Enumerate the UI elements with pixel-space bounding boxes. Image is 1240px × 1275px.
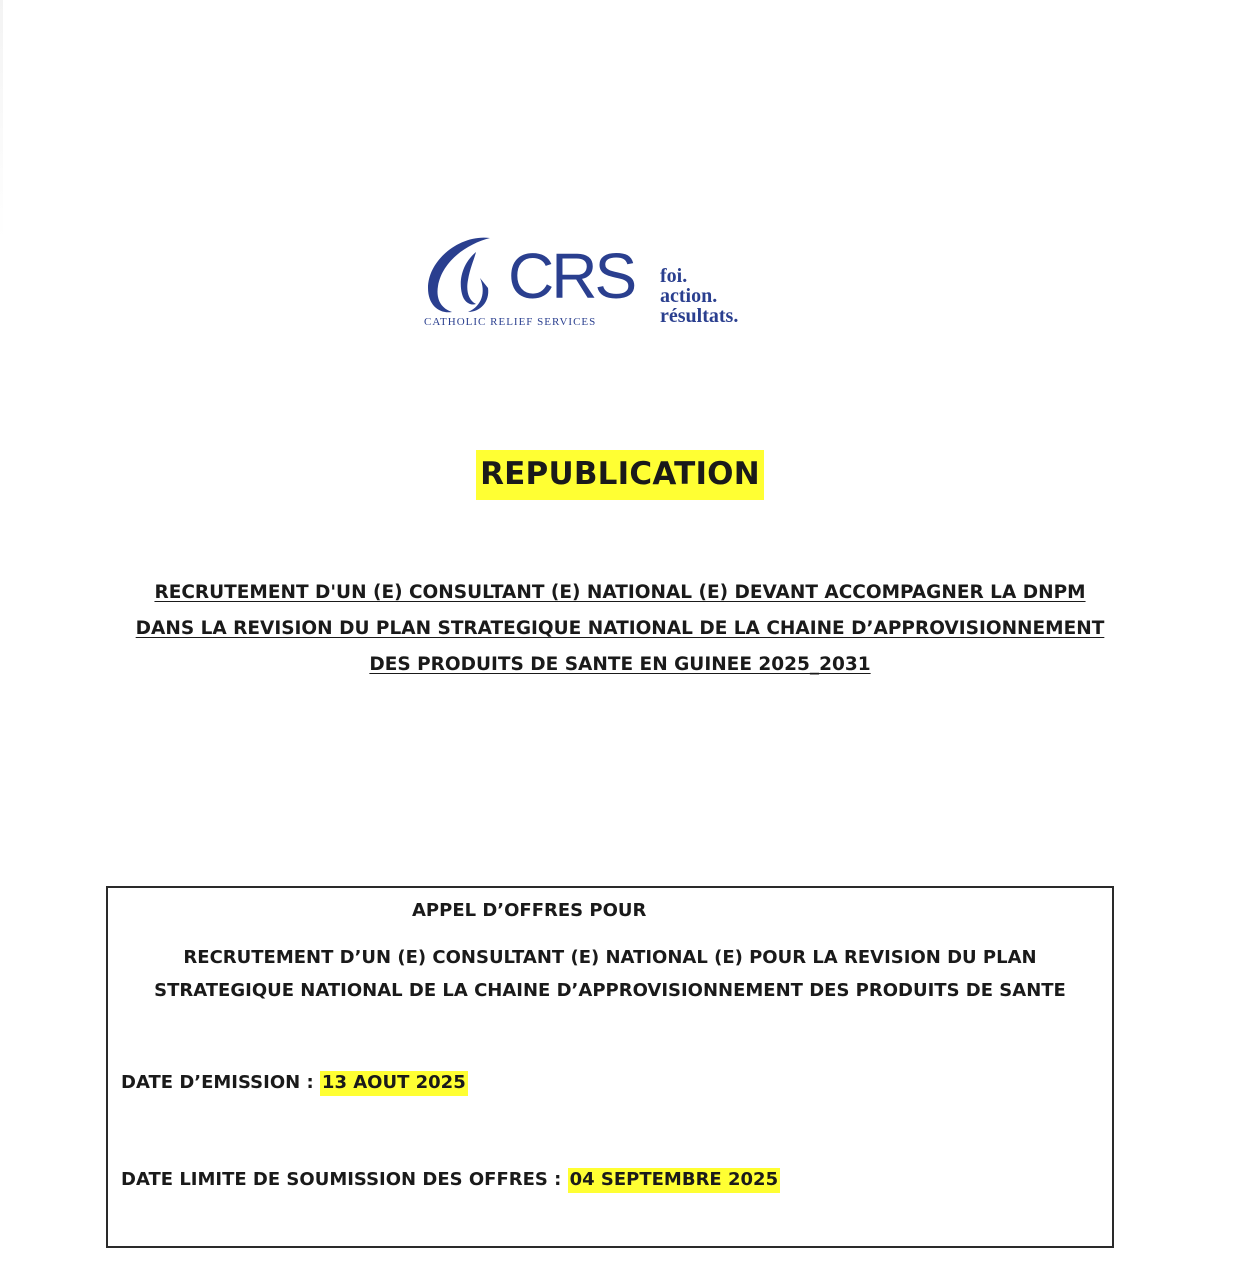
box-subject-line: STRATEGIQUE NATIONAL DE LA CHAINE D’APPROVISIONNEMENT DES PRODUITS DE SANTE xyxy=(154,980,1066,1001)
logo-organization-name: CATHOLIC RELIEF SERVICES xyxy=(424,316,597,328)
slogan-line: foi. xyxy=(660,265,688,287)
box-subject xyxy=(108,941,1112,1007)
emission-date-value: 13 AOUT 2025 xyxy=(320,1071,468,1096)
emission-date-label: DATE D’EMISSION : xyxy=(121,1072,320,1093)
tender-info-box xyxy=(106,886,1114,1248)
logo-acronym: CRS xyxy=(508,240,635,312)
box-subject-line: RECRUTEMENT D’UN (E) CONSULTANT (E) NATIONAL (E) POUR LA REVISION DU PLAN xyxy=(183,947,1037,968)
document-subject xyxy=(0,575,1240,683)
subject-line: DANS LA REVISION DU PLAN STRATEGIQUE NATIONAL DE LA CHAINE D’APPROVISIONNEMENT xyxy=(135,618,1105,639)
republication-badge: REPUBLICATION xyxy=(476,450,764,500)
deadline-date-label: DATE LIMITE DE SOUMISSION DES OFFRES : xyxy=(121,1169,568,1190)
crs-logo xyxy=(420,232,800,332)
slogan-line: action. xyxy=(660,285,718,307)
subject-line: RECRUTEMENT D'UN (E) CONSULTANT (E) NATIONAL (E) DEVANT ACCOMPAGNER LA DNPM xyxy=(154,582,1086,603)
scan-edge-artifact xyxy=(0,0,3,240)
subject-line: DES PRODUITS DE SANTE EN GUINEE 2025_2031 xyxy=(369,654,871,675)
box-title: APPEL D’OFFRES POUR xyxy=(412,900,647,921)
emission-date-row xyxy=(121,1072,468,1093)
slogan-line: résultats. xyxy=(660,305,739,327)
republication-heading xyxy=(0,450,1240,500)
deadline-date-row xyxy=(121,1169,780,1190)
deadline-date-value: 04 SEPTEMBRE 2025 xyxy=(568,1168,781,1193)
logo-slogan xyxy=(660,266,738,326)
crs-flame-icon xyxy=(420,232,508,320)
